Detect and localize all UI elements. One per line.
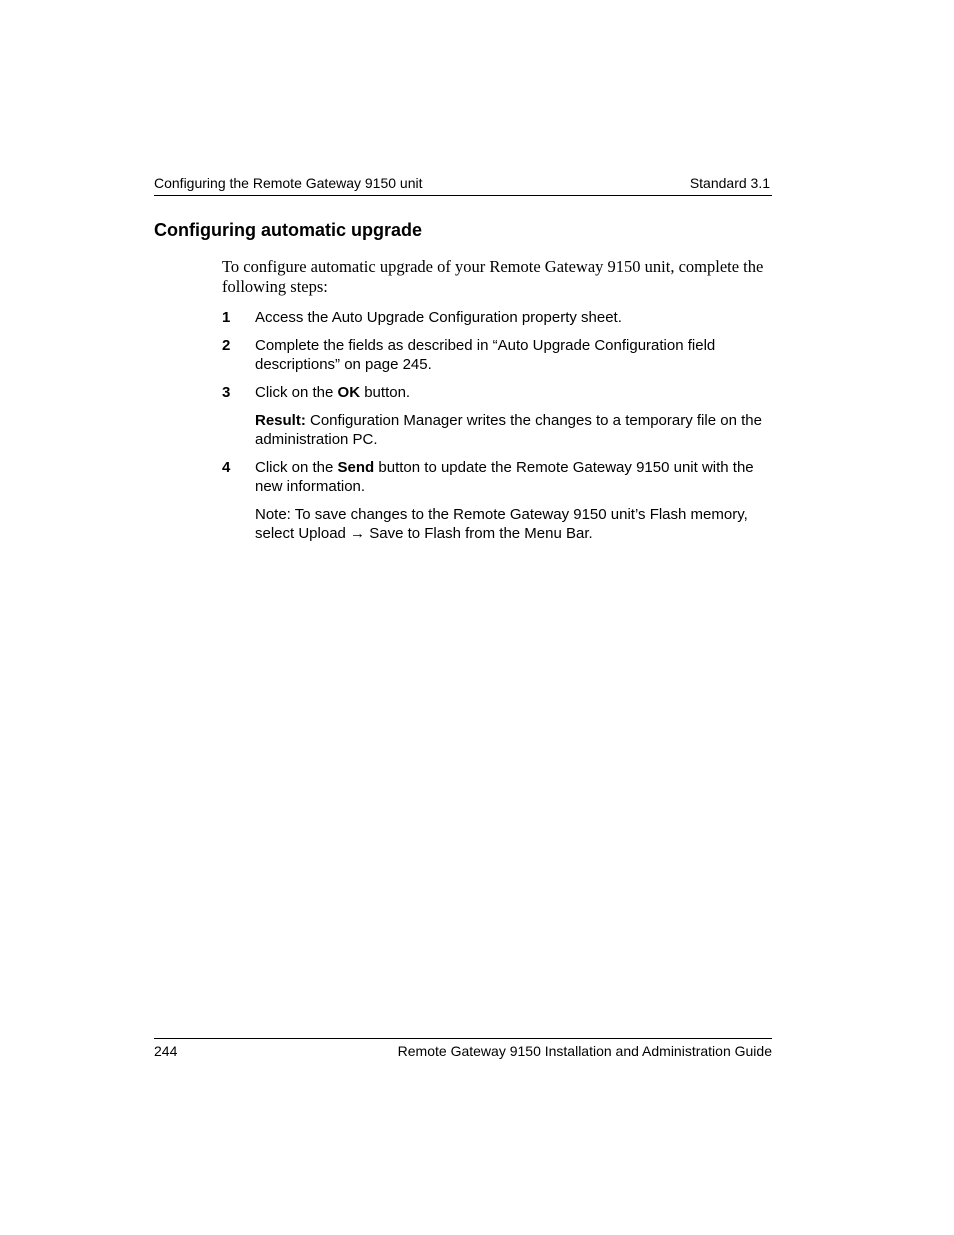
ok-button-label: OK: [337, 384, 361, 401]
send-button-label: Send: [337, 459, 375, 476]
step-text: [255, 458, 772, 496]
result-text: Configuration Manager writes the changes to a temporary file on the administration PC.: [255, 412, 762, 448]
result-label: Result:: [255, 412, 306, 429]
step-text-post: button to update the Remote Gateway 9150 unit with the new information.: [255, 459, 754, 495]
step-text: Complete the fields as described in “Auto Upgrade Configuration field descriptions” on page 245.: [255, 337, 716, 373]
step-3-result: [255, 411, 772, 449]
running-header: [154, 175, 772, 196]
step-text-pre: Click on the: [255, 459, 338, 476]
step-text: [255, 383, 772, 402]
step-number: 4: [222, 459, 231, 476]
section-title: Configuring automatic upgrade: [154, 220, 422, 240]
header-standard-label: Standard 3.1: [689, 175, 770, 191]
step-number: 1: [222, 309, 231, 326]
footer-guide-title: Remote Gateway 9150 Installation and Administration Guide: [397, 1043, 772, 1059]
step-text-pre: Click on the: [255, 384, 338, 401]
running-footer: [154, 1038, 772, 1061]
step-4-note: Note: To save changes to the Remote Gateway 9150 unit’s Flash memory, select Upload → Save to Flash from the Menu Bar.: [255, 506, 748, 542]
header-chapter-title: Configuring the Remote Gateway 9150 unit: [154, 175, 423, 191]
step-number: 3: [222, 384, 231, 401]
step-text: Access the Auto Upgrade Configuration property sheet.: [255, 309, 622, 326]
step-number: 2: [222, 337, 231, 354]
page-number: 244: [154, 1043, 178, 1059]
intro-paragraph: To configure automatic upgrade of your Remote Gateway 9150 unit, complete the following steps:: [222, 257, 764, 296]
step-text-post: button.: [360, 384, 411, 401]
